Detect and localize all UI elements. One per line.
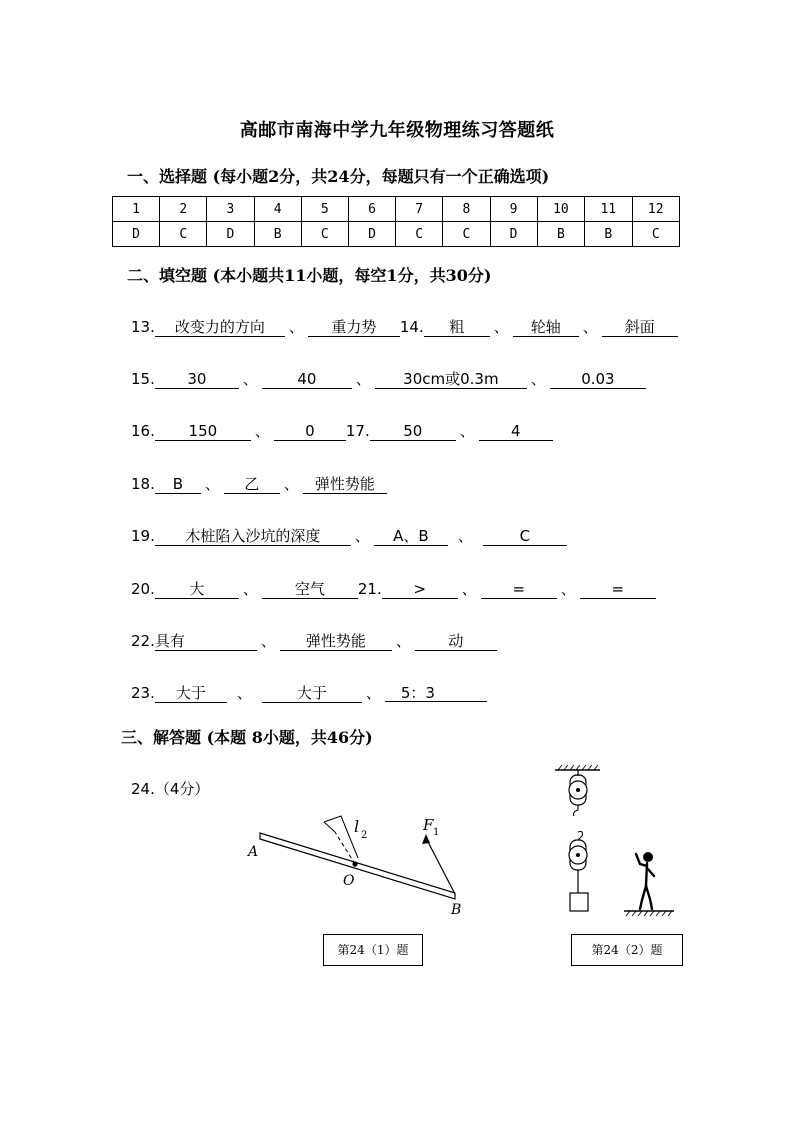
movable-pulley-axle bbox=[576, 853, 580, 857]
answer-table bbox=[112, 196, 680, 247]
figure1-caption: 第24（1）题 bbox=[323, 934, 423, 966]
separator: 、 bbox=[530, 370, 546, 388]
question-number-row bbox=[113, 197, 680, 222]
pulley-diagram bbox=[550, 760, 680, 920]
question-number-cell: 9 bbox=[490, 197, 537, 222]
q18-answer-1: B bbox=[155, 474, 201, 494]
force-arrow-head bbox=[422, 834, 430, 844]
q15-answer-2: 40 bbox=[262, 369, 352, 389]
q14-number: 14. bbox=[399, 318, 424, 336]
q13-answer-2: 重力势 bbox=[308, 317, 400, 337]
answer-cell: C bbox=[301, 222, 348, 247]
q24-label: 24.（4分） bbox=[131, 780, 210, 798]
section2-heading bbox=[127, 263, 491, 286]
answer-cell: D bbox=[207, 222, 254, 247]
section2-title: 二、填空题 bbox=[127, 266, 208, 285]
separator: 、 bbox=[560, 580, 576, 598]
question-number-cell: 12 bbox=[632, 197, 680, 222]
separator: 、 bbox=[260, 632, 276, 650]
lever-diagram bbox=[240, 808, 470, 920]
answer-cell: C bbox=[396, 222, 443, 247]
q17-number: 17. bbox=[345, 422, 370, 440]
answer-cell: B bbox=[254, 222, 301, 247]
separator: 、 bbox=[242, 370, 258, 388]
answer-cell: C bbox=[160, 222, 207, 247]
question-number-cell: 5 bbox=[301, 197, 348, 222]
q19-answer-3: C bbox=[483, 526, 567, 546]
ceiling-hatch bbox=[558, 765, 598, 770]
question-number-cell: 2 bbox=[160, 197, 207, 222]
movable-pulley-hook bbox=[578, 832, 583, 841]
question-number-cell: 6 bbox=[348, 197, 395, 222]
q14-answer-1: 粗 bbox=[424, 317, 490, 337]
fill-row-23 bbox=[131, 683, 487, 703]
answer-row bbox=[113, 222, 680, 247]
q23-answer-3: 5：3 bbox=[385, 683, 487, 702]
question-number-cell: 1 bbox=[113, 197, 160, 222]
label-A: A bbox=[248, 844, 259, 860]
label-l: l bbox=[354, 817, 360, 836]
q21-answer-2: = bbox=[481, 579, 557, 599]
person-figure bbox=[636, 852, 654, 909]
q15-answer-3: 30cm或0.3m bbox=[375, 369, 527, 389]
question-number-cell: 8 bbox=[443, 197, 490, 222]
q20-answer-2: 空气 bbox=[262, 579, 358, 599]
q21-answer-3: = bbox=[580, 579, 656, 599]
separator: 、 bbox=[365, 684, 381, 702]
separator: 、 bbox=[236, 684, 252, 702]
page-title: 高邮市南海中学九年级物理练习答题纸 bbox=[239, 120, 555, 141]
label-l-sub: 2 bbox=[361, 830, 368, 841]
q18-number: 18. bbox=[131, 475, 155, 493]
fill-row-18 bbox=[131, 474, 387, 494]
ground-hatch bbox=[626, 911, 672, 916]
answer-cell: D bbox=[348, 222, 395, 247]
fill-row-16-17 bbox=[131, 421, 553, 441]
separator: 、 bbox=[204, 475, 220, 493]
separator: 、 bbox=[461, 580, 477, 598]
q22-answer-2: 弹性势能 bbox=[280, 631, 392, 651]
separator: 、 bbox=[288, 318, 304, 336]
arm-bracket-end bbox=[324, 822, 335, 832]
fixed-pulley-hook bbox=[574, 805, 579, 816]
q23-answer-2: 大于 bbox=[262, 683, 362, 703]
q19-answer-2: A、B bbox=[374, 526, 448, 546]
q16-answer-1: 150 bbox=[155, 421, 251, 441]
separator: 、 bbox=[283, 475, 299, 493]
separator: 、 bbox=[457, 527, 473, 545]
question-number-cell: 4 bbox=[254, 197, 301, 222]
q14-answer-3: 斜面 bbox=[602, 317, 678, 337]
label-F-sub: 1 bbox=[433, 827, 440, 838]
q14-answer-2: 轮轴 bbox=[513, 317, 579, 337]
fill-row-20-21 bbox=[131, 579, 656, 599]
separator: 、 bbox=[254, 422, 270, 440]
section3-title: 三、解答题 bbox=[121, 728, 202, 747]
separator: 、 bbox=[493, 318, 509, 336]
q21-answer-1: > bbox=[382, 579, 458, 599]
section1-note: (每小题2分，共24分，每题只有一个正确选项) bbox=[212, 167, 550, 186]
q19-number: 19. bbox=[131, 527, 155, 545]
q17-answer-2: 4 bbox=[479, 421, 553, 441]
question-number-cell: 11 bbox=[585, 197, 632, 222]
q20-number: 20. bbox=[131, 580, 155, 598]
arm-bracket bbox=[324, 816, 358, 858]
question-number-cell: 3 bbox=[207, 197, 254, 222]
section1-title: 一、选择题 bbox=[127, 167, 208, 186]
separator: 、 bbox=[459, 422, 475, 440]
separator: 、 bbox=[582, 318, 598, 336]
fill-row-13-14 bbox=[131, 317, 678, 337]
q13-number: 13. bbox=[131, 318, 155, 336]
q22-number: 22. bbox=[131, 632, 155, 650]
question-number-cell: 7 bbox=[396, 197, 443, 222]
section3-heading bbox=[121, 725, 373, 748]
q23-number: 23. bbox=[131, 684, 155, 702]
q15-answer-4: 0.03 bbox=[550, 369, 646, 389]
section1-heading bbox=[127, 164, 549, 187]
q13-answer-1: 改变力的方向 bbox=[155, 317, 285, 337]
fixed-pulley-axle bbox=[576, 788, 580, 792]
q23-answer-1: 大于 bbox=[155, 683, 227, 703]
label-B: B bbox=[451, 902, 462, 918]
separator: 、 bbox=[395, 632, 411, 650]
q21-number: 21. bbox=[357, 580, 382, 598]
q22-answer-3: 动 bbox=[415, 631, 497, 651]
label-O: O bbox=[343, 873, 355, 889]
answer-cell: C bbox=[632, 222, 680, 247]
separator: 、 bbox=[354, 527, 370, 545]
q18-answer-2: 乙 bbox=[224, 474, 280, 494]
q15-number: 15. bbox=[131, 370, 155, 388]
fill-row-15 bbox=[131, 369, 646, 389]
q16-answer-2: 0 bbox=[274, 421, 346, 441]
answer-cell: B bbox=[585, 222, 632, 247]
fill-row-19 bbox=[131, 526, 567, 546]
figure2-caption: 第24（2）题 bbox=[571, 934, 683, 966]
answer-cell: D bbox=[113, 222, 160, 247]
answer-cell: B bbox=[537, 222, 584, 247]
q20-answer-1: 大 bbox=[155, 579, 239, 599]
q19-answer-1: 木桩陷入沙坑的深度 bbox=[155, 526, 351, 546]
separator: 、 bbox=[355, 370, 371, 388]
question-number-cell: 10 bbox=[537, 197, 584, 222]
fill-row-22 bbox=[131, 631, 497, 651]
label-F: F bbox=[423, 816, 434, 834]
section3-note: (本题 8小题，共46分) bbox=[206, 728, 373, 747]
q22-answer-1: 具有 bbox=[155, 631, 257, 651]
answer-cell: D bbox=[490, 222, 537, 247]
answer-cell: C bbox=[443, 222, 490, 247]
q17-answer-1: 50 bbox=[370, 421, 456, 441]
section2-note: (本小题共11小题，每空1分，共30分) bbox=[212, 266, 492, 285]
q15-answer-1: 30 bbox=[155, 369, 239, 389]
separator: 、 bbox=[242, 580, 258, 598]
q18-answer-3: 弹性势能 bbox=[303, 474, 387, 494]
load-block bbox=[570, 893, 588, 911]
q16-number: 16. bbox=[131, 422, 155, 440]
